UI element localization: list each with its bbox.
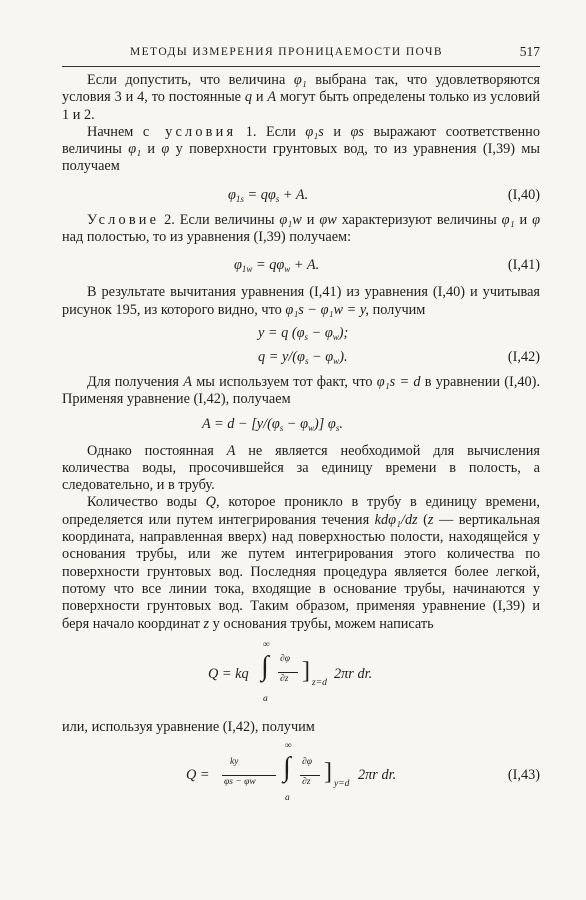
equation-I-41: $\varphi_{1w} = q\varphi_w + A$. (I,41) — [62, 253, 540, 277]
equation-I-42b: $q = y/(\varphi_s - \varphi_w)$. (I,42) — [62, 345, 540, 369]
equation-number: (I,43) — [507, 767, 540, 784]
paragraph-condition-1: Начнем с условия 1. Если φ₁s и φs выражают соответственно величины φ₁ и φ у поверхности грунтовых вод, то из уравнения (I,39) мы получаем — [62, 123, 540, 175]
equation-number: (I,40) — [507, 186, 540, 203]
page-header — [62, 40, 540, 67]
paragraph-constant: Однако постоянная A не является необходимой для вычисления количества воды, просочившейся за единицу времени в полость, а следовательно, и в трубу. — [62, 442, 540, 494]
paragraph-conditions: Если допустить, что величина φ₁ выбрана так, что удовлетворяются условия 3 и 4, то постоянные q и A могут быть определены только из условий 1 и 2. — [62, 72, 540, 123]
paragraph-condition-2: Условие 2. Если величины φ₁w и φw характеризуют величины φ₁ и φ над полостью, то из уравнения (I,39) получаем: — [62, 211, 540, 246]
paragraph-subtraction: В результате вычитания уравнения (I,41) из уравнения (I,40) и учитывая рисунок 195, из которого видно, что φ₁s − φ₁w = y, получим — [62, 284, 540, 318]
integral-sign: ∫ — [261, 650, 269, 682]
equation-integral-Q: Q = kq ∞ ∫ a ∂φ ∂z ] z=d 2πr dr. — [208, 639, 373, 704]
equation-number: (I,41) — [507, 257, 540, 274]
equation-I-42a: y = q $(\varphi_s - \varphi_w)$; — [258, 324, 349, 342]
equation-A: $A = d - [y/(\varphi_s - \varphi_w)]$ $\varphi_s$. — [202, 415, 343, 433]
bracket: ] — [324, 759, 332, 786]
equation-I-40: $\varphi_{1s} = q\varphi_s + A$. (I,40) — [62, 183, 540, 207]
paragraph-using: или, используя уравнение (I,42), получим — [62, 718, 315, 735]
equation-number: (I,42) — [507, 348, 540, 365]
page-number: 517 — [519, 44, 540, 59]
page-body — [62, 72, 540, 812]
paragraph-quantity: Количество воды Q, которое проникло в трубу в единицу времени, определяется или путем интегрирования течения kdφ₁/dz (z — вертикальная координата, направленная вверх) над поверхностью полости, находящейся у основания трубы, или же путем интегрирования этого количества по поверхности грунтовых вод. Последняя процедура является более легкой, потому что все линии тока, входящие в основание трубы, начинаются у поверхности грунтовых вод. Таким образом, применяя уравнение (I,39) и беря начало координат z у основания трубы, можем написать — [62, 494, 541, 632]
paragraph-A: Для получения A мы используем тот факт, что φ₁s = d в уравнении (I,40). Применяя уравнение (I,42), получаем — [62, 373, 541, 408]
bracket: ] — [302, 657, 310, 684]
running-head: МЕТОДЫ ИЗМЕРЕНИЯ ПРОНИЦАЕМОСТИ ПОЧВ — [130, 46, 443, 58]
equation-I-43: Q = ky φs − φw ∞ ∫ a ∂φ ∂z ] y=d 2πr dr. (I,43) — [186, 741, 540, 804]
integral-sign: ∫ — [283, 752, 291, 784]
